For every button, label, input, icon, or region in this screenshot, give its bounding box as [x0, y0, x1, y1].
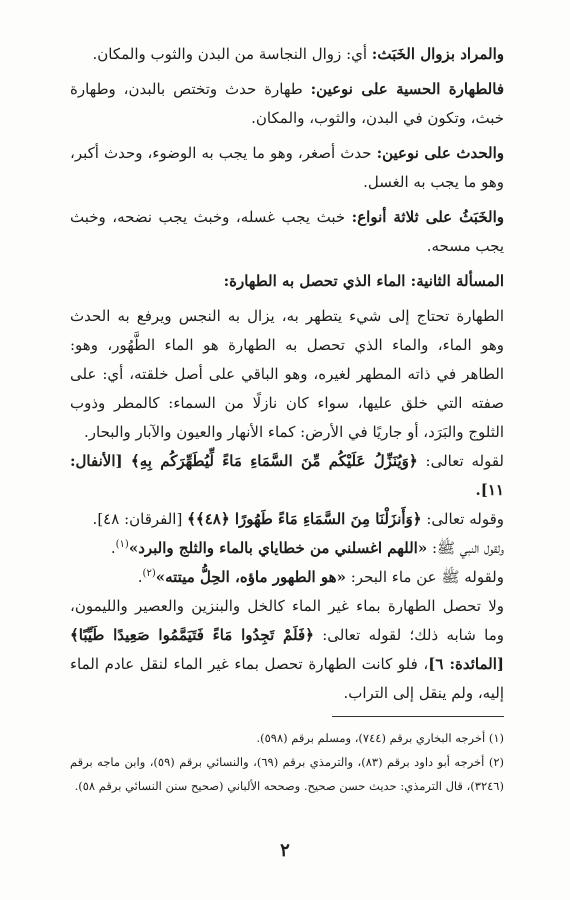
verse-source: [المائدة: ٦]: [428, 655, 504, 673]
page-number: ٢: [280, 840, 290, 861]
paragraph-lead: والخَبَثُ على ثلاثة أنواع:: [351, 208, 505, 226]
closing-text: ولا تحصل الطهارة بماء غير الماء كالخل والبنزين والعصير والليمون، وما شابه ذلك؛ لقوله تعالى:: [70, 597, 504, 644]
paragraph-lead: فالطهارة الحسية على نوعين:: [310, 80, 504, 98]
verse-source: [الفرقان: ٤٨].: [92, 510, 188, 528]
verse-intro: لقوله تعالى:: [417, 452, 505, 470]
quran-verse: ﴿فَلَمْ تَجِدُوا مَاءً فَتَيَمَّمُوا صَعِيدًا طَيِّبًا﴾: [70, 626, 314, 644]
main-text: [70, 40, 504, 708]
paragraph-khabath: [70, 40, 504, 69]
verse-source: [الأنفال: ١١].: [70, 452, 504, 499]
paragraph-lead: والمراد بزوال الخَبَث:: [371, 45, 504, 63]
hadith-sea: [70, 563, 504, 592]
footnote-2: (٢) أخرجه أبو داود برقم (٨٣)، والترمذي برقم (٦٩)، والنسائي برقم (٥٩)، وابن ماجه برقم (٣٢٤٦)، قال الترمذي: حديث حسن صحيح. وصححه الألباني (صحيح سنن النسائي برقم ٥٨).: [70, 755, 504, 793]
footnote-divider: [332, 716, 504, 717]
hadith-end: .: [137, 568, 143, 586]
paragraph-closing: [70, 592, 504, 708]
paragraph-khabath-types: [70, 203, 504, 261]
paragraph-lead: والحدث على نوعين:: [376, 144, 504, 162]
closing-text: ، فلو كانت الطهارة تحصل بماء غير الماء لنقل عادم الماء إليه، ولم ينقل إلى التراب.: [70, 655, 504, 702]
hadith-intro: ولقول النبي ﷺ:: [427, 539, 504, 557]
hadith-text: «اللهم اغسلني من خطاياي بالماء والثلج والبرد»: [128, 539, 428, 557]
verse-anfal: [70, 447, 504, 505]
paragraph-text: خبث يجب غسله، وخبث يجب نضحه، وخبث يجب مسحه.: [70, 208, 504, 255]
hadith-intro: ولقوله ﷺ عن ماء البحر:: [345, 568, 504, 586]
hadith-end: .: [110, 539, 116, 557]
paragraph-text: أي: زوال النجاسة من البدن والثوب والمكان.: [92, 45, 372, 63]
verse-intro: وقوله تعالى:: [421, 510, 504, 528]
footnote-ref[interactable]: (١): [115, 539, 129, 550]
paragraph-text: حدث أصغر، وهو ما يجب به الوضوء، وحدث أكبر، وهو ما يجب به الغسل.: [70, 144, 504, 191]
quran-verse: ﴿وَأَنزَلْنَا مِنَ السَّمَاءِ مَاءً طَهُورًا ﴿٤٨﴾﴾: [187, 510, 422, 528]
paragraph-water: الطهارة تحتاج إلى شيء يتطهر به، يزال به النجس ويرفع به الحدث وهو الماء، والماء الذي تحصل به الطهارة هو الماء الطَّهُور، وهو: الطاهر في ذاته المطهر لغيره، وهو الباقي على أصل خلقته، أي: على صفته التي خلق عليها، سواء كان نازلًا من السماء: كالمطر وذوب الثلوج والبَرَد، أو جاريًا في الأرض: كماء الأنهار والعيون والآبار والبحار.: [70, 307, 504, 441]
footnote-ref[interactable]: (٢): [142, 568, 156, 579]
paragraph-text: طهارة حدث وتختص بالبدن، وطهارة خبث، وتكون في البدن، والثوب، والمكان.: [70, 80, 504, 127]
paragraph-tahara-types: [70, 75, 504, 133]
quran-verse: ﴿وَيُنَزِّلُ عَلَيْكُم مِّنَ السَّمَاءِ مَاءً لِّيُطَهِّرَكُم بِهِ﴾: [130, 452, 418, 470]
footnotes: [70, 726, 504, 798]
hadith-ghusl: [70, 534, 504, 563]
hadith-text: «هو الطهور ماؤه، الحِلُّ ميتته»: [155, 568, 346, 586]
section-heading: المسألة الثانية: الماء الذي تحصل به الطهارة:: [223, 272, 504, 290]
footnote-1: (١) أخرجه البخاري برقم (٧٤٤)، ومسلم برقم (٥٩٨).: [256, 731, 504, 745]
paragraph-hadath-types: [70, 139, 504, 197]
verse-furqan: [70, 505, 504, 534]
